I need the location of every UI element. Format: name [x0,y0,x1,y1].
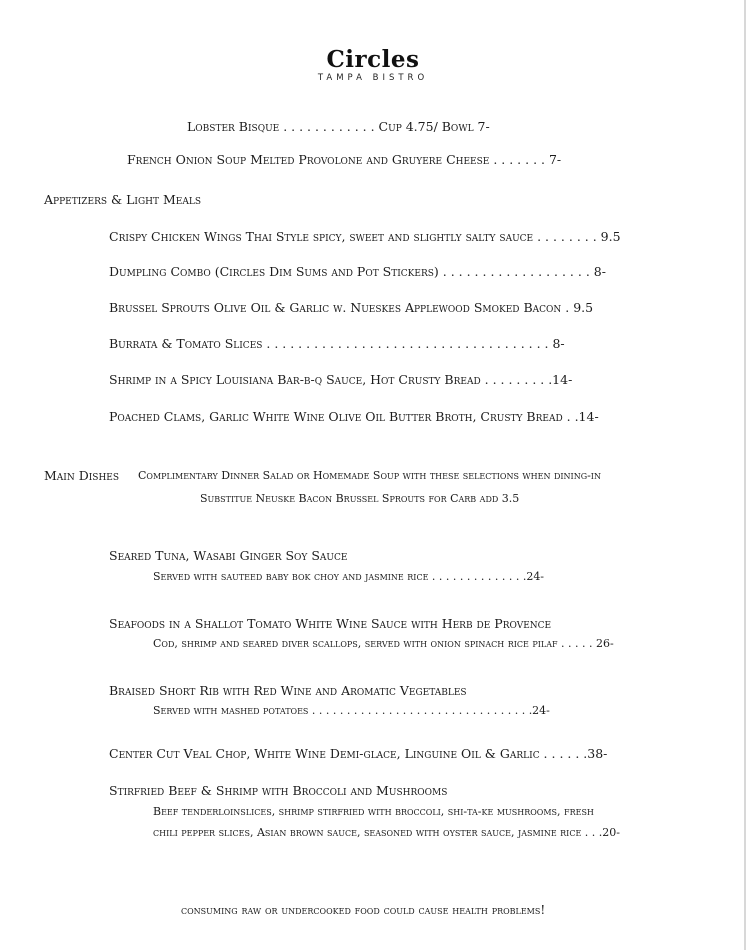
appetizer-item: Crispy Chicken Wings Thai Style spicy, sweet and slightly salty sauce . . . . . . . . 9.5 [109,229,621,244]
main-item-description: Served with mashed potatoes . . . . . . . . . . . . . . . . . . . . . . . . . . . . . . . .24- [153,704,550,717]
health-warning: consuming raw or undercooked food could cause health problems! [181,903,546,917]
mains-note-line2: Substitue Neuske Bacon Brussel Sprouts for Carb add 3.5 [200,492,520,505]
appetizer-item: Brussel Sprouts Olive Oil & Garlic w. Nueskes Applewood Smoked Bacon . 9.5 [109,300,594,315]
main-item-title: Stirfried Beef & Shrimp with Broccoli and Mushrooms [109,783,448,798]
main-item-description: Cod, shrimp and seared diver scallops, served with onion spinach rice pilaf . . . . . 26- [153,637,614,650]
main-item-title: Seafoods in a Shallot Tomato White Wine Sauce with Herb de Provence [109,616,552,631]
appetizer-item: Poached Clams, Garlic White Wine Olive Oil Butter Broth, Crusty Bread . .14- [109,409,599,424]
appetizer-item: Dumpling Combo (Circles Dim Sums and Pot Stickers) . . . . . . . . . . . . . . . . . . . 8- [109,264,606,279]
main-item-description: Beef tenderloinslices, shrimp stirfried with broccoli, shi-ta-ke mushrooms, fresh [153,805,594,818]
main-item-title: Center Cut Veal Chop, White Wine Demi-glace, Linguine Oil & Garlic . . . . . .38- [109,746,608,761]
brand-header [0,46,746,83]
main-item-title: Seared Tuna, Wasabi Ginger Soy Sauce [109,548,348,563]
mains-heading: Main Dishes [44,468,120,483]
appetizer-item: Shrimp in a Spicy Louisiana Bar-b-q Sauce, Hot Crusty Bread . . . . . . . . .14- [109,372,573,387]
appetizers-heading: Appetizers & Light Meals [44,192,201,207]
main-item-description: chili pepper slices, Asian brown sauce, seasoned with oyster sauce, jasmine rice . . .20- [153,826,620,839]
brand-subtitle: TAMPA BISTRO [317,73,429,83]
main-item-description: Served with sauteed baby bok choy and jasmine rice . . . . . . . . . . . . . .24- [153,570,545,583]
soup-lobster-bisque: Lobster Bisque . . . . . . . . . . . . Cup 4.75/ Bowl 7- [187,119,490,134]
soup-french-onion: French Onion Soup Melted Provolone and Gruyere Cheese . . . . . . . 7- [127,152,562,167]
appetizer-item: Burrata & Tomato Slices . . . . . . . . . . . . . . . . . . . . . . . . . . . . . . . . . . . . 8- [109,336,565,351]
mains-note-line1: Complimentary Dinner Salad or Homemade Soup with these selections when dining-in [138,469,601,482]
brand-name: Circles [326,46,420,73]
main-item-title: Braised Short Rib with Red Wine and Aromatic Vegetables [109,683,467,698]
